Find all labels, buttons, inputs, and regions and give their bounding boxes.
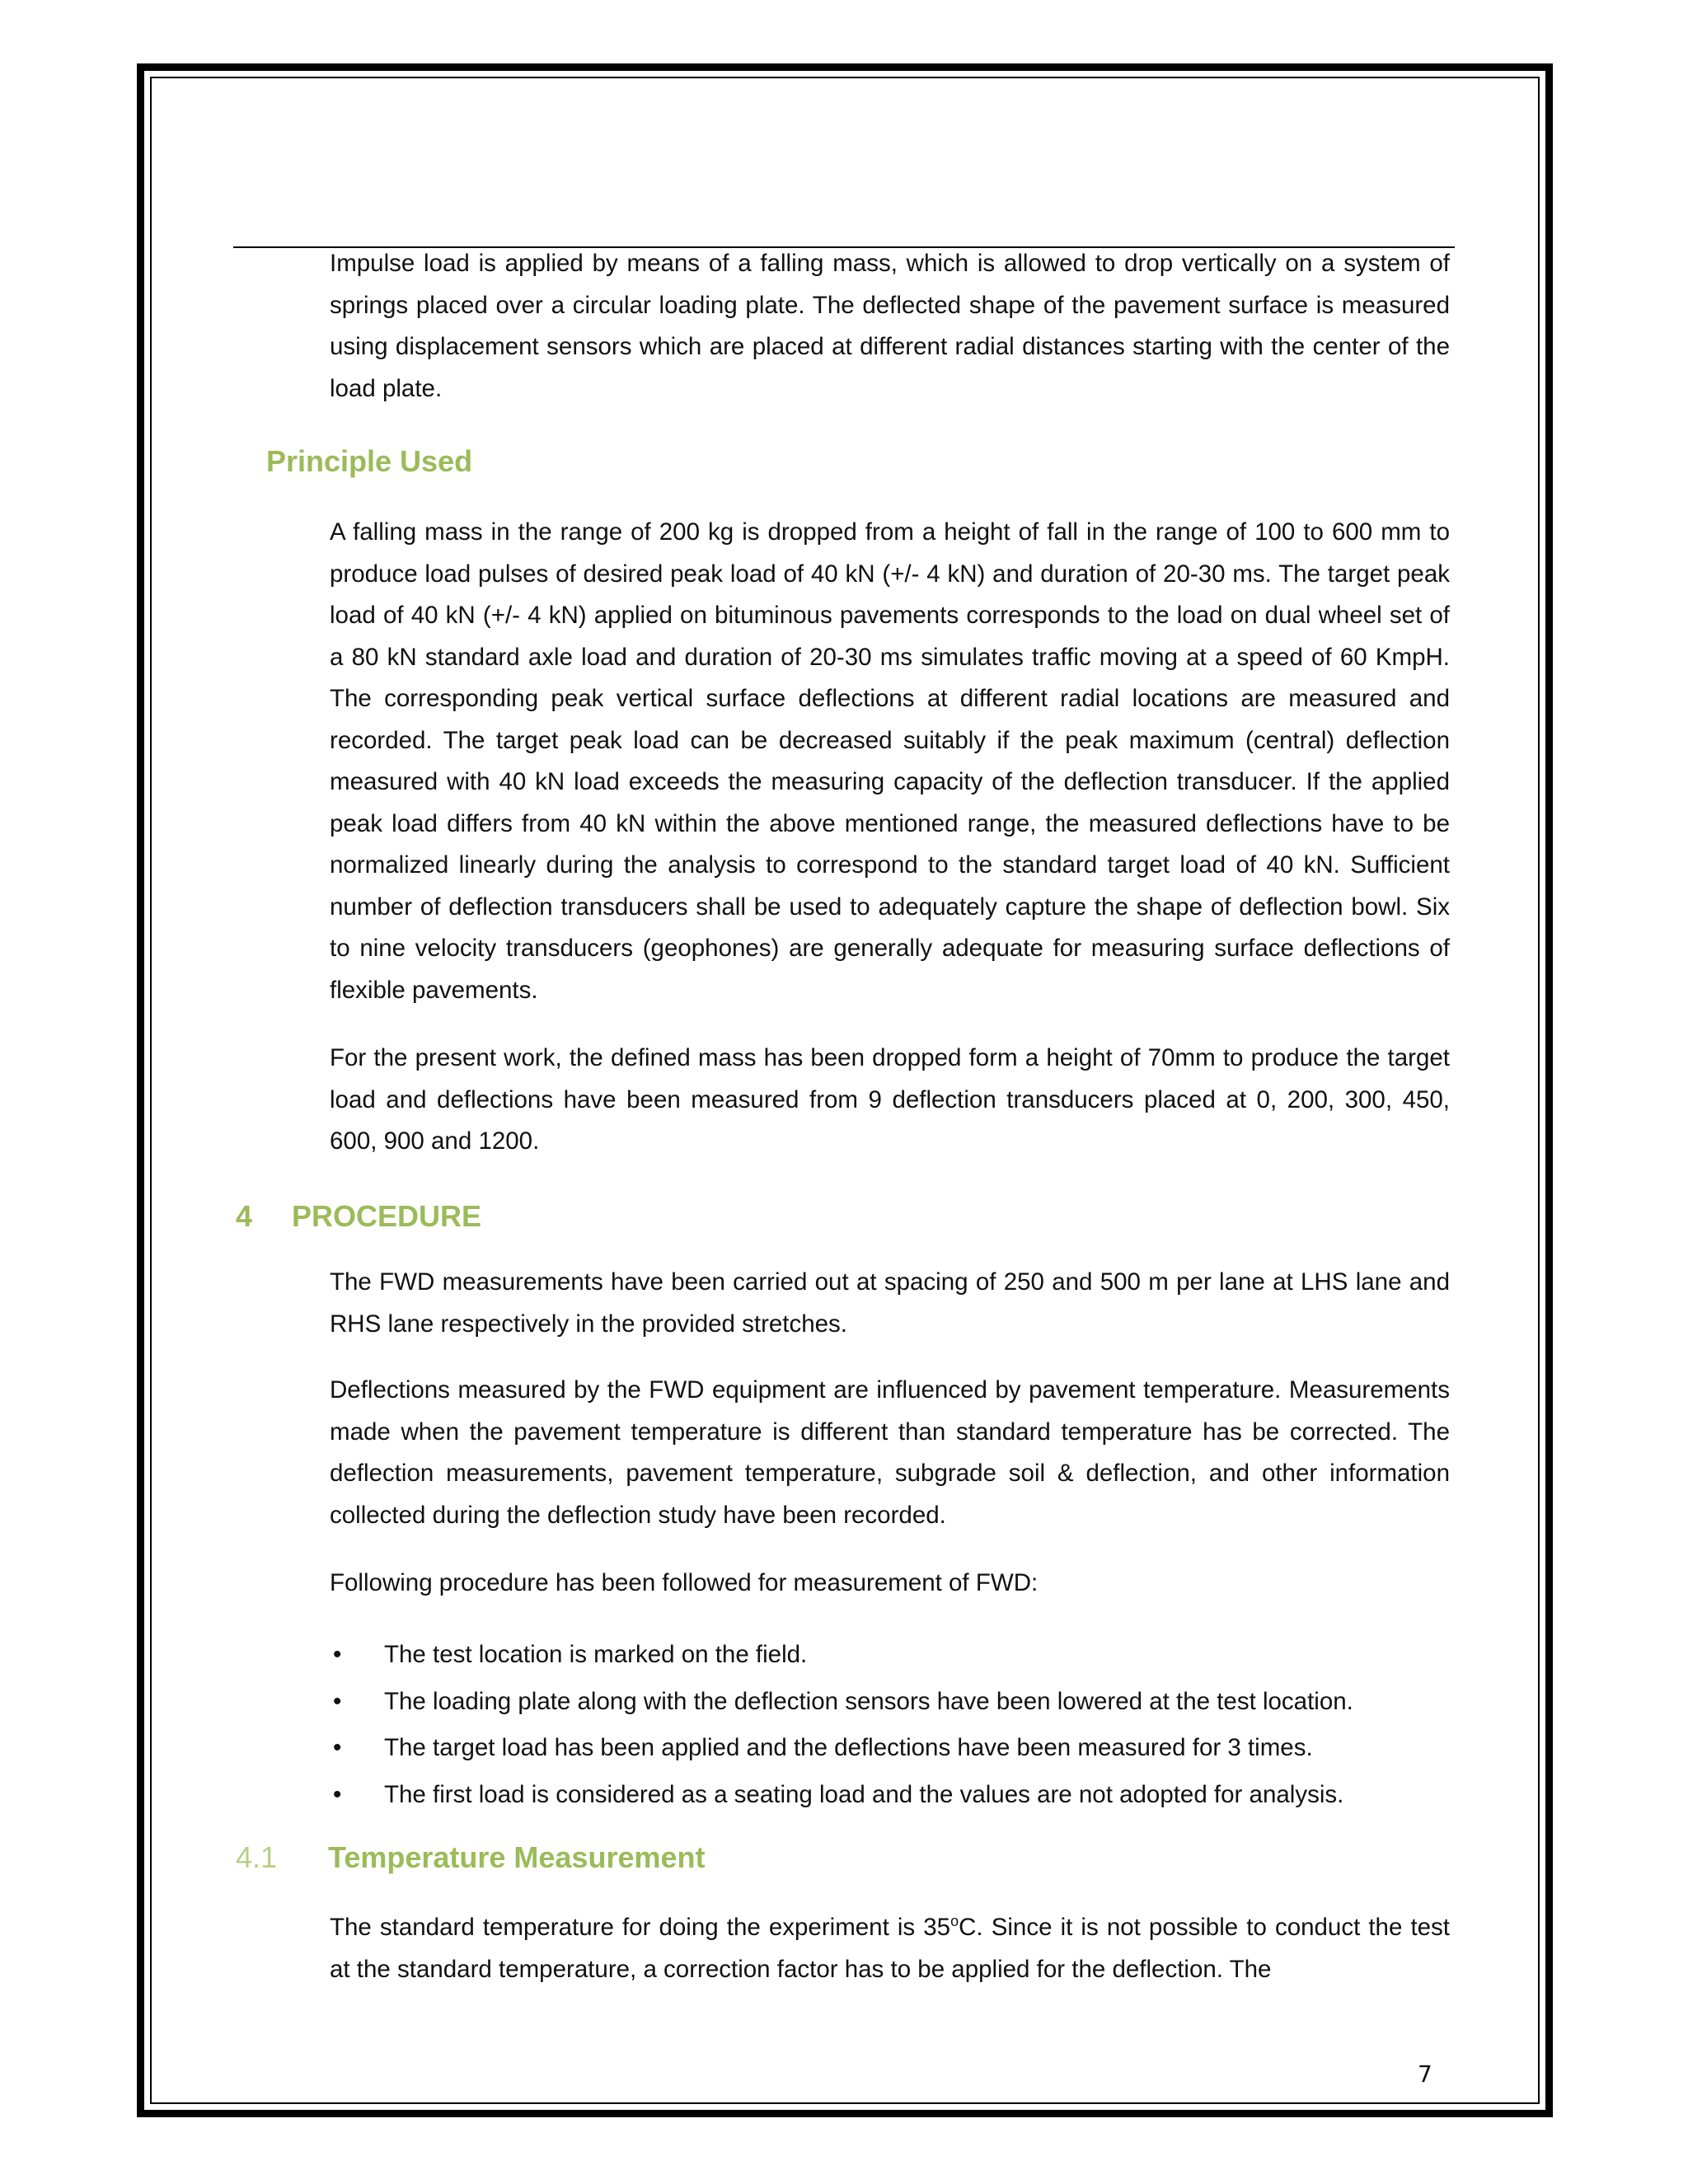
principle-paragraph-2: For the present work, the defined mass has been dropped form a height of 70mm to produce the target load and deflections have been measured from 9 deflection transducers placed at 0, 200, 300, 450, 600, 900 and 1200.	[330, 1044, 1450, 1155]
procedure-paragraph-3: Following procedure has been followed for measurement of FWD:	[330, 1569, 1039, 1596]
procedure-bullet-list	[330, 1632, 1484, 1819]
temperature-text-end: C. Since it is not possible to conduct the test at the standard temperature, a correction factor has to be applied for the deflection. The	[330, 1914, 1451, 1983]
bullet-text: The target load has been applied and the deflections have been measured for 3 times.	[384, 1734, 1313, 1762]
list-item	[330, 1772, 1484, 1819]
list-item	[330, 1632, 1484, 1679]
procedure-paragraph-2: Deflections measured by the FWD equipment are influenced by pavement temperature. Measurements made when the pavement temperature is different than standard temperature has be corrected. The deflection measurements, pavement temperature, subgrade soil & deflection, and other information collected during the deflection study have been recorded.	[330, 1376, 1450, 1529]
bullet-icon: •	[333, 1687, 342, 1715]
bullet-text: The test location is marked on the field.	[384, 1641, 808, 1668]
temperature-paragraph	[330, 1907, 1450, 1990]
bullet-icon: •	[333, 1734, 342, 1762]
temperature-text-start: The standard temperature for doing the experiment is 35	[330, 1914, 951, 1941]
temperature-heading-number: 4.1	[236, 1840, 278, 1874]
list-item	[330, 1679, 1484, 1726]
procedure-heading-number: 4	[236, 1199, 253, 1233]
temperature-heading	[236, 1837, 706, 1878]
degree-superscript: o	[950, 1913, 959, 1930]
intro-paragraph: Impulse load is applied by means of a falling mass, which is allowed to drop vertically on a system of springs placed over a circular loading plate. The deflected shape of the pavement surface is measured using displacement sensors which are placed at different radial distances starting with the center of the load plate.	[330, 250, 1450, 402]
page-number: 7	[1418, 2060, 1432, 2088]
principle-paragraph-1: A falling mass in the range of 200 kg is dropped from a height of fall in the range of 100 to 600 mm to produce load pulses of desired peak load of 40 kN (+/- 4 kN) and duration of 20-30 ms. The target peak load of 40 kN (+/- 4 kN) applied on bituminous pavements corresponds to the load on dual wheel set of a 80 kN standard axle load and duration of 20-30 ms simulates traffic moving at a speed of 60 KmpH. The corresponding peak vertical surface deflections at different radial locations are measured and recorded. The target peak load can be decreased suitably if the peak maximum (central) deflection measured with 40 kN load exceeds the measuring capacity of the deflection transducer. If the applied peak load differs from 40 kN within the above mentioned range, the measured deflections have to be normalized linearly during the analysis to correspond to the standard target load of 40 kN. Sufficient number of deflection transducers shall be used to adequately capture the shape of deflection bowl. Six to nine velocity transducers (geophones) are generally adequate for measuring surface deflections of flexible pavements.	[330, 518, 1450, 1004]
procedure-heading	[236, 1196, 481, 1237]
bullet-icon: •	[333, 1641, 342, 1668]
list-item	[330, 1725, 1484, 1772]
procedure-heading-title: PROCEDURE	[292, 1199, 482, 1233]
bullet-text: The first load is considered as a seating load and the values are not adopted for analysis.	[384, 1781, 1344, 1809]
procedure-paragraph-1: The FWD measurements have been carried out at spacing of 250 and 500 m per lane at LHS lane and RHS lane respectively in the provided stretches.	[330, 1268, 1450, 1338]
bullet-icon: •	[333, 1781, 342, 1809]
principle-heading: Principle Used	[266, 444, 473, 478]
bullet-text: The loading plate along with the deflection sensors have been lowered at the test location.	[384, 1687, 1353, 1715]
temperature-heading-title: Temperature Measurement	[328, 1840, 706, 1874]
